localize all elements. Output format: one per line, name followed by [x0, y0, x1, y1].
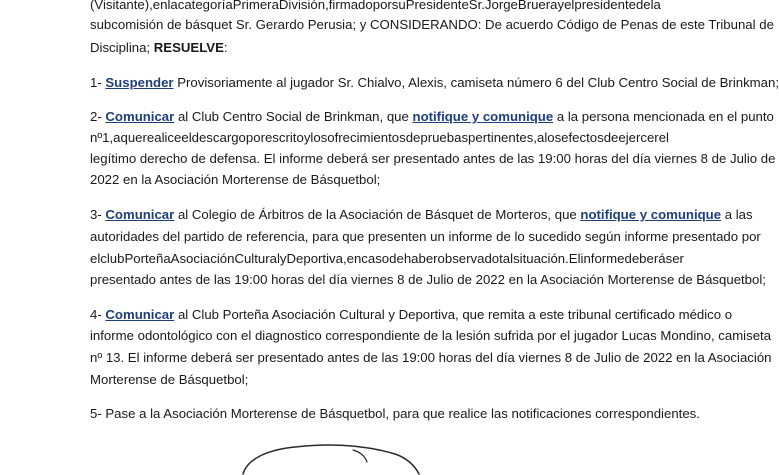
preamble-line-1-text-word: la [167, 0, 178, 12]
item-2-number: 2- [90, 109, 106, 124]
item-3-line-2-text: autoridades del partido de referencia, para que presenten un informe de lo sucedido según informe presentado por [90, 229, 761, 244]
item-3-line-1 [90, 207, 753, 223]
item-3-line-3-text-word: observado [437, 251, 500, 266]
resuelve-keyword: RESUELVE [153, 40, 224, 55]
item-2-line-2-text-word: 1, [102, 130, 114, 145]
item-3-line-3-text-word: Deportiva, [286, 251, 347, 266]
item-5-text: 5- Pase a la Asociación Morterense de Básquetbol, para que realice las notificaciones correspondientes. [90, 406, 700, 421]
preamble-line-1-text-word: presidente [574, 0, 636, 12]
item-3-line-3-text-word: informe [580, 251, 625, 266]
preamble-line-1-text-word: y [557, 0, 565, 12]
preamble-line-1-text-word: División, [278, 0, 329, 12]
item-3-line-3-text-word: en [346, 251, 362, 266]
item-2-line-2-text-word: de [603, 130, 619, 145]
item-1-number: 1- [90, 75, 106, 90]
item-3-line-3-text-word: Asociación [170, 251, 235, 266]
item-2-line-2-text-word: el [181, 130, 192, 145]
item-4-line-4-text: Morterense de Básquetbol; [90, 372, 249, 387]
item-3-line-3-text-word: ser [665, 251, 684, 266]
item-3-line-2 [90, 229, 761, 245]
item-2-line-2-text-word: nº [90, 130, 103, 145]
item-4-number: 4- [90, 307, 106, 322]
item-3-line-4 [90, 272, 766, 288]
preamble-line-1-text-word: el [564, 0, 575, 12]
item-2-line-4 [90, 172, 380, 188]
item-3-action: Comunicar [105, 207, 175, 222]
item-4-line-2 [90, 328, 771, 344]
item-2-line-2-text-word: pruebas [420, 130, 469, 145]
preamble-line-1-text-word: la [650, 0, 661, 12]
item-5 [90, 406, 700, 422]
item-2-line-2-text-word: pertinentes, [468, 130, 537, 145]
item-3-line-3-text-word: y [279, 251, 287, 266]
item-3-line-3-text-word: El [568, 251, 581, 266]
signature-scribble [235, 440, 435, 475]
item-4-text-a: al Club Porteña Asociación Cultural y Deportiva, que remita a este tribunal certificado médico o [174, 307, 733, 322]
item-1 [90, 75, 779, 91]
item-3-line-3-text-word: tal [499, 251, 514, 266]
item-3-text-a: al Colegio de Árbitros de la Asociación de Básquet de Morteros, que [174, 207, 581, 222]
preamble-line-1-text-word: por [372, 0, 392, 12]
item-3-line-3-text-word: Porteña [124, 251, 171, 266]
item-2-line-2-text-word: de [405, 130, 421, 145]
item-3-line-3-text-word: el [90, 251, 101, 266]
item-2-line-4-text: 2022 en la Asociación Morterense de Básquetbol; [90, 172, 381, 187]
item-3-line-3-text-word: Cultural [234, 251, 280, 266]
preamble-colon: : [223, 40, 228, 55]
item-4-action: Comunicar [105, 307, 175, 322]
item-3-number: 3- [90, 207, 106, 222]
item-1-action: Suspender [105, 75, 174, 90]
item-2-line-2-text-word: ejercer [618, 130, 659, 145]
item-4-line-2-text: informe odontológico con el diagnostico correspondiente de la lesión sufrida por el jugador Lucas Mondino, camiseta [90, 328, 772, 343]
item-3-line-3-text-word: de [389, 251, 404, 266]
item-2-text-b: a la persona mencionada en el punto [553, 109, 774, 124]
item-2-line-2-text-word: descargo [191, 130, 246, 145]
item-2-line-3-text: legítimo derecho de defensa. El informe deberá ser presentado antes de las 19:00 horas del día viernes 8 de Julio de [90, 151, 776, 166]
item-3-line-3-text-word: situación. [513, 251, 569, 266]
item-4-line-4 [90, 372, 248, 388]
item-2-action: Comunicar [105, 109, 175, 124]
item-4-line-1 [90, 307, 732, 323]
item-1-text: Provisoriamente al jugador Sr. Chialvo, Alexis, camiseta número 6 del Club Centro Social de Brinkman; [173, 75, 779, 90]
item-2-line-2-text-word: que [120, 130, 143, 145]
preamble-line-1-text-word: firmado [328, 0, 373, 12]
preamble-line-1-text-word: (Visitante), [90, 0, 153, 12]
preamble-line-1-text-word: de [635, 0, 651, 12]
item-2-line-2-text-word: y [303, 130, 311, 145]
item-3-line-3-text-word: club [100, 251, 125, 266]
preamble-line-1-text-word: Bruera [517, 0, 558, 12]
item-2-text-a: al Club Centro Social de Brinkman, que [174, 109, 413, 124]
item-2-line-2 [90, 130, 669, 146]
item-3-line-3-text-word: caso [361, 251, 390, 266]
preamble-line-1 [90, 0, 661, 13]
item-3-text-b: a las [721, 207, 753, 222]
preamble-line-2-text: subcomisión de básquet Sr. Gerardo Perusia; y CONSIDERANDO: De acuerdo Código de Penas de este Tribunal de [90, 17, 774, 32]
preamble-line-2 [90, 17, 774, 33]
item-2-line-2-text-word: ofrecimientos [327, 130, 406, 145]
item-2-line-2-text-word: a [113, 130, 121, 145]
item-3-line-3-text-word: deberá [624, 251, 666, 266]
preamble-line-1-text-word: Primera [232, 0, 279, 12]
item-4-line-3-text: nº 13. El informe deberá ser presentado antes de las 19:00 horas del día viernes 8 de Julio de 2022 en la Asociación [90, 350, 772, 365]
preamble-line-1-text-word: categoría [177, 0, 233, 12]
preamble-line-1-text-word: Sr. [468, 0, 485, 12]
item-3-line-4-text: presentado antes de las 19:00 horas del día viernes 8 de Julio de 2022 en la Asociación Morterense de Básquetbol; [90, 272, 766, 287]
item-2-line-2-text-word: los [544, 130, 562, 145]
item-3-line-3 [90, 251, 684, 267]
item-2-emphasis: notifique y comunique [412, 109, 554, 124]
preamble-line-1-text-word: Presidente [405, 0, 469, 12]
item-3-emphasis: notifique y comunique [580, 207, 722, 222]
preamble-line-3-text: Disciplina; [90, 40, 154, 55]
item-2-line-2-text-word: a [536, 130, 545, 145]
item-2-line-2-text-word: el [658, 130, 669, 145]
item-2-line-2-text-word: los [310, 130, 328, 145]
preamble-line-1-text-word: en [152, 0, 168, 12]
item-4-line-3 [90, 350, 772, 366]
item-2-line-2-text-word: realice [142, 130, 182, 145]
item-2-line-3 [90, 151, 775, 167]
preamble-line-3 [90, 40, 228, 56]
item-2-line-2-text-word: escrito [264, 130, 304, 145]
item-2-line-1 [90, 109, 774, 125]
item-2-line-2-text-word: efectos [561, 130, 604, 145]
item-2-line-2-text-word: por [245, 130, 265, 145]
preamble-line-1-text-word: Jorge [484, 0, 518, 12]
item-3-line-3-text-word: haber [403, 251, 438, 266]
preamble-line-1-text-word: su [391, 0, 406, 12]
